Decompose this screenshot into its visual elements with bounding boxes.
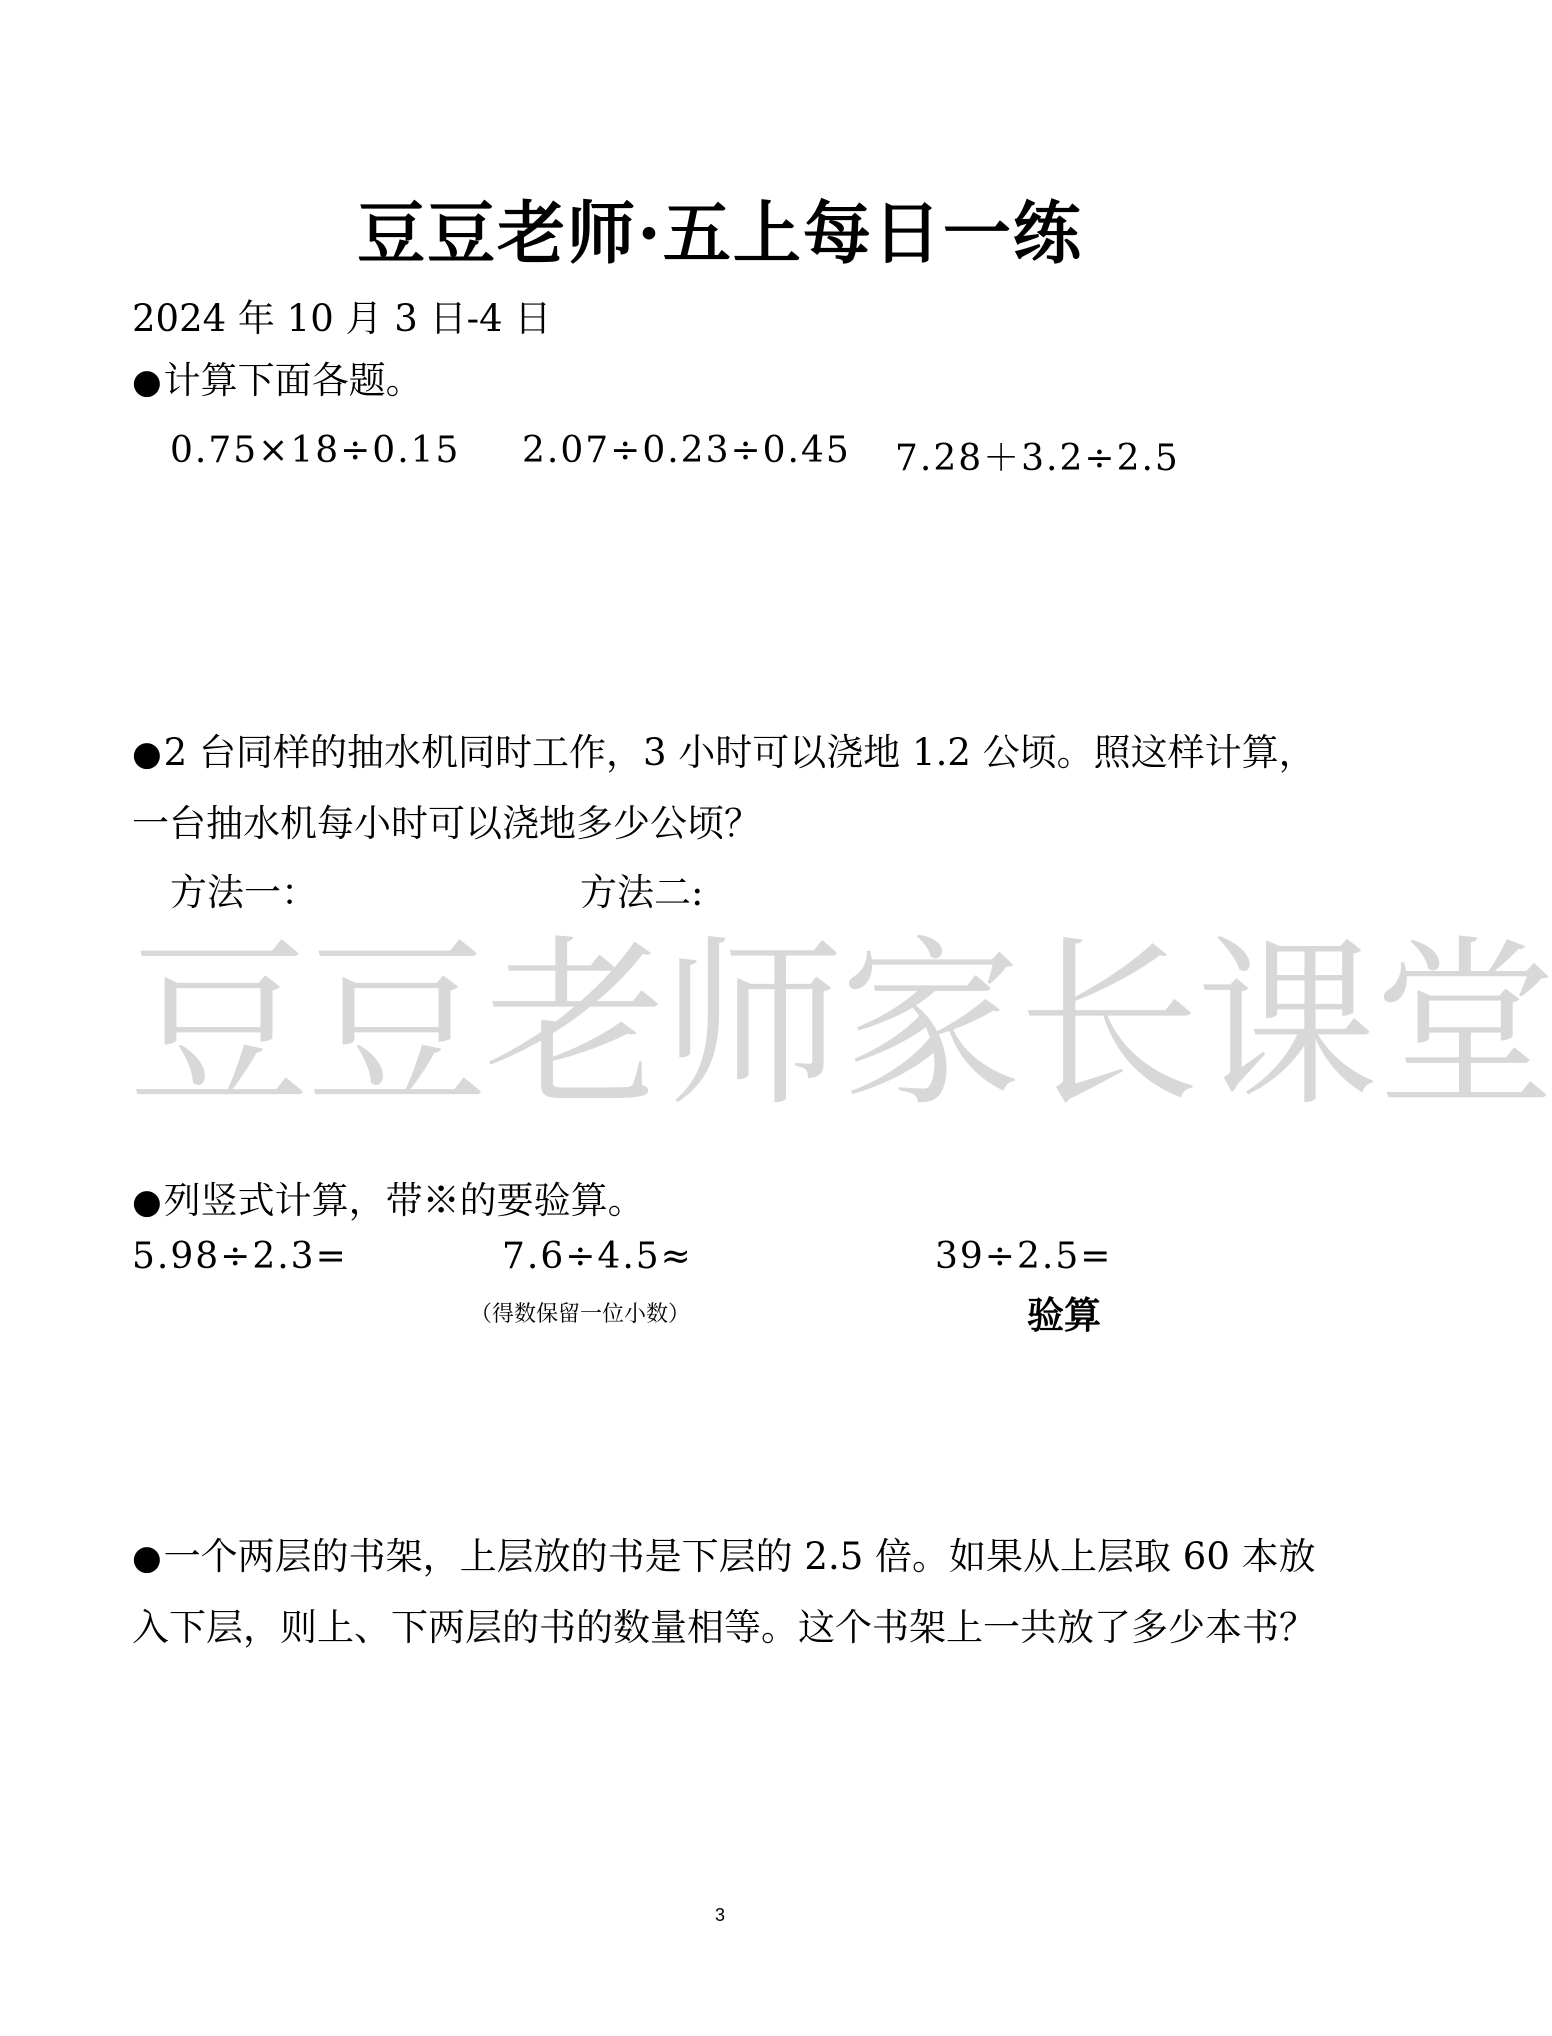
bullet-icon: ●: [132, 734, 162, 774]
worksheet-date: 2024 年 10 月 3 日-4 日: [132, 297, 552, 340]
pump-problem-text: 2 台同样的抽水机同时工作，3 小时可以浇地 1.2 公顷。照这样计算，一台抽水机每小时可以浇地多少公顷？: [132, 731, 1316, 845]
vertical-section-heading: [132, 1170, 645, 1224]
method-one-label: 方法一：: [170, 871, 318, 914]
vertical-expression-2: 7.6÷4.5≈: [502, 1236, 693, 1277]
vertical-expression-1: 5.98÷2.3=: [132, 1236, 348, 1277]
pump-problem: [132, 718, 1322, 859]
page-title: 豆豆老师·五上每日一练: [357, 194, 1083, 274]
bullet-icon: ●: [132, 1538, 162, 1578]
bookshelf-problem: [132, 1522, 1322, 1663]
bookshelf-problem-text: 一个两层的书架，上层放的书是下层的 2.5 倍。如果从上层取 60 本放入下层，则上、下两层的书的数量相等。这个书架上一共放了多少本书？: [132, 1535, 1316, 1649]
bullet-icon: ●: [132, 1182, 162, 1222]
page-number: 3: [714, 1905, 725, 1925]
calc-expression-1: 0.75×18÷0.15: [170, 430, 461, 471]
vertical-expression-3: 39÷2.5=: [935, 1236, 1113, 1277]
rounding-note: （得数保留一位小数）: [470, 1302, 691, 1327]
calc-heading-text: 计算下面各题。: [163, 359, 423, 402]
watermark-text: 豆豆老师家长课堂: [128, 919, 1552, 1131]
bullet-icon: ●: [132, 362, 162, 402]
method-two-label: 方法二:: [580, 871, 704, 914]
check-label: 验算: [1027, 1293, 1101, 1337]
calc-section-heading: [132, 350, 423, 404]
calc-expression-2: 2.07÷0.23÷0.45: [522, 430, 851, 471]
vertical-heading-text: 列竖式计算，带※的要验算。: [163, 1179, 645, 1222]
calc-expression-3: 7.28＋3.2÷2.5: [895, 438, 1180, 479]
